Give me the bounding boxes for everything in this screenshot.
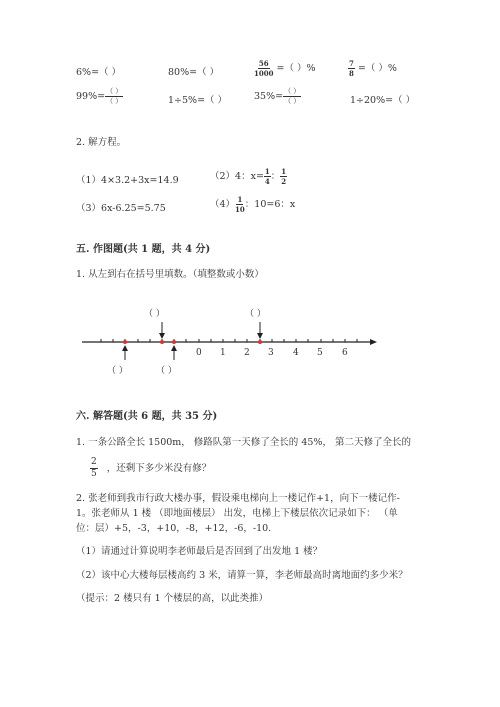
eq-prefix: （4） [210,199,236,210]
numerator: 1 [264,167,270,176]
numerator: 1 [237,195,243,204]
denominator: 1000 [254,69,274,78]
up-arrow-icon [171,345,177,360]
s6-q1-line2 [90,458,211,479]
down-arrow-icon [159,322,165,339]
s6-q2-line1: 2. 张老师到我市行政大楼办事，假设乘电梯向上一楼记作+1，向下一楼记作- [76,493,400,504]
s6-q2-line3: 位：层）+5，-3，+10，-8，+12，-6，-10. [76,523,272,534]
denominator: 2 [281,177,287,186]
section-6-title: 六. 解答题(共 6 题，共 35 分) [76,411,218,422]
conv-56-1000 [254,60,316,77]
equation-2 [210,168,287,185]
denominator: 10 [235,205,245,214]
denominator: 5 [91,469,97,479]
label-0: 0 [196,348,202,358]
eq-rest: ：10=6：x [244,199,296,210]
fraction [235,196,245,213]
section-5-title: 五. 作图题(共 1 题，共 4 分) [76,244,211,255]
axis-arrow-icon [370,339,377,345]
fraction [283,88,301,105]
blank-bottom-1: （ ） [107,366,128,376]
equation-1: （1）4×3.2+3x=14.9 [76,175,179,186]
label-1: 1 [220,348,226,358]
conv-99-percent [76,88,123,105]
conv-6-percent: 6%=（ ） [76,67,122,78]
numerator: 56 [258,59,269,68]
conv-1-div-20-percent: 1÷20%=（ ） [350,95,416,106]
fraction [264,168,271,185]
equation-4 [210,196,295,213]
fraction [105,88,123,105]
numerator: 2 [91,457,97,467]
numerator: （ ） [106,87,123,95]
denominator: （ ） [106,97,123,105]
equation-3: （3）6x-6.25=5.75 [76,203,166,214]
conv-rest: =（ ）% [357,63,397,74]
label-6: 6 [342,348,348,358]
down-arrow-icon [257,322,263,339]
numerator: （ ） [284,87,301,95]
label-2: 2 [244,348,250,358]
number-line-figure [0,300,500,385]
conv-35-percent [254,88,301,105]
fraction [90,458,98,479]
s6-q1-line1: 1. 一条公路全长 1500m， 修路队第一天修了全长的 45%， 第二天修了全长的 [76,437,411,448]
conv-prefix: 35%= [254,91,284,102]
conv-7-8 [348,60,397,77]
question-2-title: 2. 解方程。 [76,137,127,148]
section-5-question-1: 1. 从左到右在括号里填数。（填整数或小数） [76,269,264,280]
point-marker [123,340,127,344]
denominator: 8 [349,69,354,78]
point-marker [258,340,262,344]
fraction [254,60,273,77]
blank-top-1: （ ） [144,309,165,319]
s6-q2-sub1: （1）请通过计算说明李老师最后是否回到了出发地 1 楼？ [76,546,323,557]
label-5: 5 [317,348,323,358]
numerator: 1 [281,167,287,176]
point-marker [160,340,164,344]
fraction [348,60,355,77]
numerator: 7 [349,59,354,68]
conv-rest: =（ ）% [276,63,316,74]
s6-q2-hint: （提示：2 楼只有 1 个楼层的高，以此类推） [76,593,269,604]
denominator: （ ） [284,97,301,105]
up-arrow-icon [122,345,128,360]
conv-1-div-5-percent: 1÷5%=（ ） [168,95,228,106]
point-marker [172,340,176,344]
eq-prefix: （2）4：x= [210,171,264,182]
conv-80-percent: 80%=（ ） [168,67,220,78]
denominator: 4 [264,177,270,186]
s6-q2-line2: 1。张老师从 1 楼 （即地面楼层） 出发，电梯上下楼层依次记录如下： （单 [76,508,398,519]
fraction [280,168,287,185]
s6-q1-line2-text: ，还剩下多少米没有修？ [106,463,212,474]
conv-prefix: 99%= [76,91,106,102]
blank-bottom-2: （ ） [156,366,177,376]
eq-colon: ： [270,171,281,182]
s6-q2-sub2: （2）该中心大楼每层楼高约 3 米，请算一算，李老师最高时离地面约多少米？ [76,570,408,581]
label-4: 4 [293,348,299,358]
blank-top-2: （ ） [245,309,266,319]
label-3: 3 [268,348,274,358]
